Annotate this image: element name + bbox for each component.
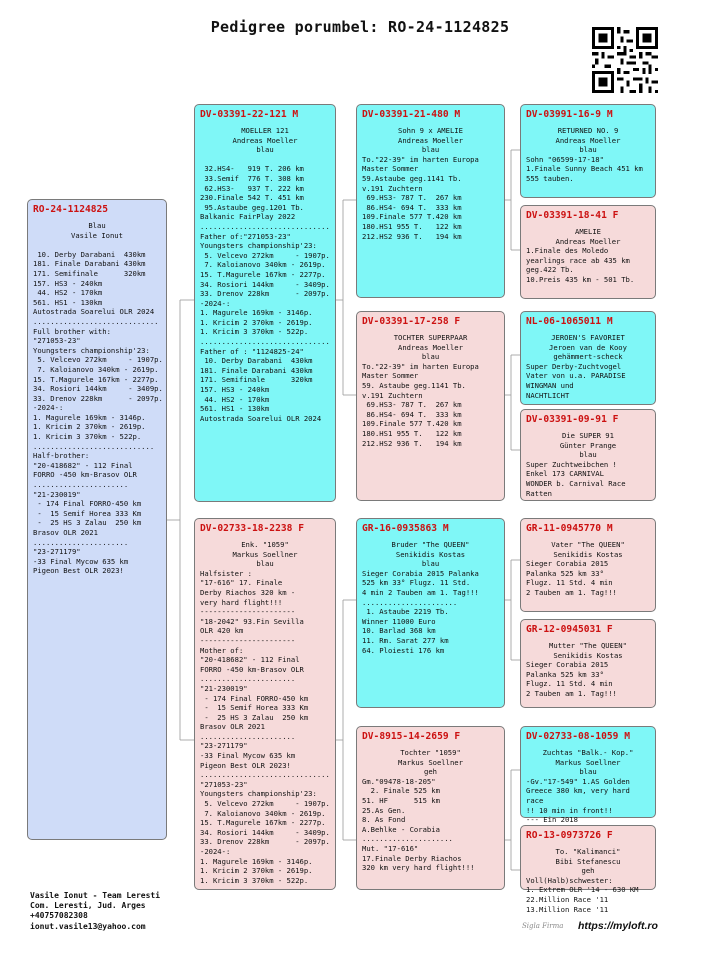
paternal-grandfather-card xyxy=(356,104,505,298)
great-grandmother-ffm-card xyxy=(520,205,656,299)
subject-card xyxy=(27,199,167,840)
paternal-grandmother-details: To."22-39" im harten Europa Master Sommer 59. Astaube geg.1141 Tb. v.191 Zuchtern 69.HS3- 787 T. 267 km 86.HS4- 694 T. 333 km 109.Finale 577 T.420 km 180.HS1 955 T. 122 km 212.HS2 936 T. 194 km xyxy=(362,361,479,448)
mmm-details: Voll(Halb)schwester: 1. Extrem OLR '14 - 630 KM 22.Million Race '11 13.Million Race '11 xyxy=(526,875,639,914)
mother-card xyxy=(194,518,336,890)
subject-details: 10. Derby Darabani 430km 181. Finale Darabani 430km 171. Semifinale 320km 157. HS3 - 240km 44. HS2 - 170km 561. HS1 - 130km Autostrada Soarelui OLR 2024 ............................. Full brother with: "271053-23" Youngsters championship'23: 5. Velcevo 272km - 1907p. 7. Kaloianovo 340km - 2619p. 15. T.Magurele 167km - 2277p. 34. Rosiori 144km - 3409p. 33. Drenov 228km - 2097p. -2024-: 1. Magurele 169km - 3146p. 1. Kricim 2 370km - 2619p. 1. Kricim 3 370km - 522p. ............................ Half-brother: "20-418682" - 112 Final FORRO -450 km-Brasov OLR ...................... "21-230019" - 174 Final FORRO-450 km - 15 Semif Horea 333 Km - 25 HS 3 Zalau 250 km Brasov OLR 2021 ...................... "23-271179" -33 Final Mycow 635 km Pigeon Best OLR 2023! xyxy=(33,249,163,576)
fmf-ring: NL-06-1065011 M xyxy=(526,316,613,327)
father-ring: DV-03391-22-121 M xyxy=(200,109,299,120)
mmm-ring: RO-13-0973726 F xyxy=(526,830,613,841)
mmf-ring: DV-02733-08-1059 M xyxy=(526,731,630,742)
father-info: MOELLER 121 Andreas Moeller blau xyxy=(232,126,298,155)
maternal-grandmother-details: Gm."09478-18-205" 2. Finale 525 km 51. HF 515 km 25.As Gen. 8. As Fond A.Behlke - Corabia ..................... Mut. "17-616" 17.Finale Derby Riachos 320 km very hard flight!!! xyxy=(362,776,475,873)
great-grandmother-mfm-card xyxy=(520,619,656,708)
great-grandfather-fmf-card xyxy=(520,311,656,405)
mfm-details: Sieger Corabia 2015 Palanka 525 km 33° Flugz. 11 Std. 4 min 2 Tauben am 1. Tag!!! xyxy=(526,660,617,698)
paternal-grandfather-details: To."22-39" im harten Europa Master Sommer 59.Astaube geg.1141 Tb. v.191 Zuchtern 69.HS3- 787 T. 267 km 86.HS4- 694 T. 333 km 109.Finale 577 T.420 km 180.HS1 955 T. 122 km 212.HS2 936 T. 194 km xyxy=(362,154,479,241)
maternal-grandfather-ring: GR-16-0935863 M xyxy=(362,523,449,534)
subject-info: Blau Vasile Ionut xyxy=(71,221,123,240)
paternal-grandfather-info: Sohn 9 x AMELIE Andreas Moeller blau xyxy=(398,126,463,155)
maternal-grandfather-info: Bruder "The QUEEN" Senikidis Kostas blau xyxy=(391,540,470,569)
fmf-details: Super Derby-Zuchtvogel Vater von u.a. PARADISE WINGMAN und NACHTLICHT xyxy=(526,361,626,400)
page-title: Pedigree porumbel: RO-24-1124825 xyxy=(210,18,510,36)
mmf-details: -Gv."17-549" 1.AS Golden Greece 380 km, very hard race !! 10 min in front!! --- Ein 2018 xyxy=(526,776,630,825)
mother-info: Enk. "1059" Markus Soellner blau xyxy=(232,540,298,569)
ffm-details: 1.Finale des Moledo yearlings race ab 435 km geg.422 Tb. 10.Preis 435 km - 501 Tb. xyxy=(526,246,635,284)
mmm-info: To. "Kalimanci" Bibi Stefanescu geh xyxy=(555,847,621,876)
father-details: 32.HS4- 919 T. 206 km 33.Semif 776 T. 308 km 62.HS3- 937 T. 222 km 230.Finale 542 T. 451 km 95.Astaube geg.1201 Tb. Balkanic FairPlay 2022 .............................. Father of:"271053-23" Youngsters championship'23: 5. Velcevo 272km - 1907p. 7. Kaloianovo 340km - 2619p. 15. T.Magurele 167km - 2277p. 34. Rosiori 144km - 3409p. 33. Drenov 228km - 2097p. -2024-: 1. Magurele 169km - 3146p. 1. Kricim 2 370km - 2619p. 1. Kricim 3 370km - 522p. .............................. Father of : "1124825-24" 10. Derby Darabani 430km 181. Finale Darabani 430km 171. Semifinale 320km 157. HS3 - 240km 44. HS2 - 170km 561. HS1 - 130km Autostrada Soarelui OLR 2024 xyxy=(200,164,330,423)
signature-mark: Sigla Firma xyxy=(522,922,564,930)
father-card xyxy=(194,104,336,502)
maternal-grandfather-card xyxy=(356,518,505,708)
fmm-details: Super Zuchtweibchen ! Enkel 173 CARNIVAL WONDER b. Carnival Race Ratten xyxy=(526,459,626,498)
ffm-ring: DV-03391-18-41 F xyxy=(526,210,619,221)
maternal-grandmother-card xyxy=(356,726,505,890)
great-grandfather-mmf-card xyxy=(520,726,656,825)
mfm-ring: GR-12-0945031 F xyxy=(526,624,613,635)
mff-details: Sieger Corabia 2015 Palanka 525 km 33° Flugz. 11 Std. 4 min 2 Tauben am 1. Tag!!! xyxy=(526,559,617,597)
great-grandmother-mmm-card xyxy=(520,825,656,914)
great-grandfather-mff-card xyxy=(520,518,656,612)
breeder-name: Vasile Ionut - Team Leresti xyxy=(30,891,161,900)
fff-ring: DV-03991-16-9 M xyxy=(526,109,613,120)
fff-info: RETURNED NO. 9 Andreas Moeller blau xyxy=(555,126,621,155)
mother-ring: DV-02733-18-2238 F xyxy=(200,523,304,534)
paternal-grandmother-info: TOCHTER SUPERPAAR Andreas Moeller blau xyxy=(393,333,468,362)
website-link[interactable]: https://myloft.ro xyxy=(578,920,658,932)
ffm-info: AMELIE Andreas Moeller xyxy=(555,227,621,246)
mmf-info: Zuchtas "Balk.- Kop." Markus Soellner blau xyxy=(542,748,634,777)
paternal-grandmother-ring: DV-03391-17-258 F xyxy=(362,316,461,327)
fmf-info: JEROEN'S FAVORIET Jeroen van de Kooy gehämmert-scheck xyxy=(549,333,627,362)
great-grandmother-fmm-card xyxy=(520,409,656,501)
paternal-grandmother-card xyxy=(356,311,505,501)
great-grandfather-fff-card xyxy=(520,104,656,198)
breeder-email[interactable]: ionut.vasile13@yahoo.com xyxy=(30,921,146,931)
fmm-info: Die SUPER 91 Günter Prange blau xyxy=(559,431,617,460)
maternal-grandmother-ring: DV-8915-14-2659 F xyxy=(362,731,461,742)
fff-details: Sohn "06599-17-18" 1.Finale Sunny Beach 451 km 555 tauben. xyxy=(526,154,643,183)
mff-info: Vater "The QUEEN" Senikidis Kostas xyxy=(551,540,625,559)
breeder-contact xyxy=(30,891,160,932)
mother-details: Halfsister : "17-616" 17. Finale Derby Riachos 320 km - very hard flight!!! ---------------------- "18-2042" 93.Fin Sevilla OLR 420 km ---------------------- Mother of: "20-418682" - 112 Final FORRO -450 km-Brasov OLR ...................... "21-230019" - 174 Final FORRO-450 km - 15 Semif Horea 333 Km - 25 HS 3 Zalau 250 km Brasov OLR 2021 ...................... "23-271179" -33 Final Mycow 635 km Pigeon Best OLR 2023! .............................. "271053-23" Youngsters championship'23: 5. Velcevo 272km - 1907p. 7. Kaloianovo 340km - 2619p. 15. T.Magurele 167km - 2277p. 34. Rosiori 144km - 3409p. 33. Drenov 228km - 2097p. -2024-: 1. Magurele 169km - 3146p. 1. Kricim 2 370km - 2619p. 1. Kricim 3 370km - 522p. xyxy=(200,568,330,885)
mfm-info: Mutter "The QUEEN" Senikidis Kostas xyxy=(549,641,627,660)
paternal-grandfather-ring: DV-03391-21-480 M xyxy=(362,109,461,120)
breeder-phone[interactable]: +40757082308 xyxy=(30,911,88,921)
maternal-grandfather-details: Sieger Corabia 2015 Palanka 525 km 33° Flugz. 11 Std. 4 min 2 Tauben am 1. Tag!!! ...................... 1. Astaube 2219 Tb. Winner 11000 Euro 10. Barlad 368 km 11. Rm. Sarat 277 km 64. Ploiesti 176 km xyxy=(362,568,479,655)
breeder-address: Com. Leresti, Jud. Arges xyxy=(30,901,146,911)
subject-ring: RO-24-1124825 xyxy=(33,204,109,215)
fmm-ring: DV-03391-09-91 F xyxy=(526,414,619,425)
mff-ring: GR-11-0945770 M xyxy=(526,523,613,534)
maternal-grandmother-info: Tochter "1059" Markus Soellner geh xyxy=(398,748,463,777)
